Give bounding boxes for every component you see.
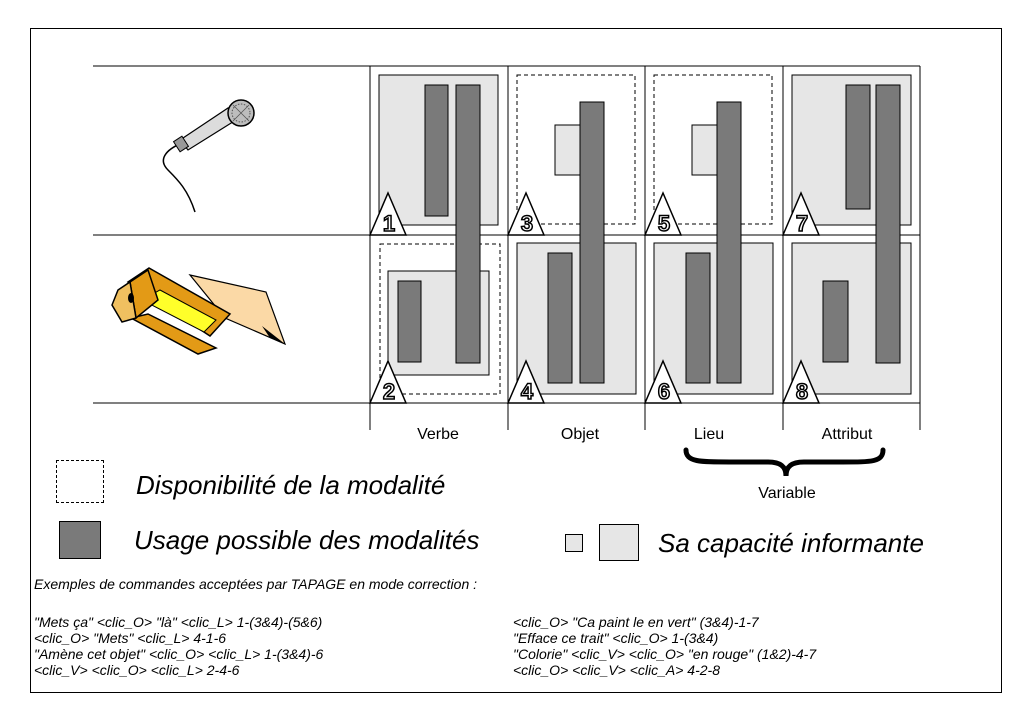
usage-bar-gesture-attribut <box>823 281 848 362</box>
legend-capacity-label: Sa capacité informante <box>658 528 924 558</box>
pencil-icon <box>112 268 285 354</box>
column-label-lieu: Lieu <box>693 426 725 443</box>
cell-number-8: 8 <box>795 379 809 404</box>
example-command: <clic_O> "Mets" <clic_L> 4-1-6 <box>34 630 227 646</box>
example-command: "Colorie" <clic_V> <clic_O> "en rouge" (1&2)-4-7 <box>513 646 817 662</box>
legend-availability-label: Disponibilité de la modalité <box>136 470 446 500</box>
usage-bar-verbe-tall <box>456 85 480 363</box>
capacity-box-cell-3 <box>555 125 582 175</box>
cell-number-2: 2 <box>382 379 396 404</box>
cell-marker-5 <box>645 193 681 236</box>
cell-number-7: 7 <box>795 211 809 236</box>
capacity-box-cell-6 <box>654 243 773 394</box>
cell-number-3: 3 <box>520 211 534 236</box>
capacity-box-cell-4 <box>517 243 636 394</box>
variable-label: Variable <box>758 485 816 502</box>
usage-bar-objet-tall <box>580 102 604 383</box>
example-command: "Mets ça" <clic_O> "là" <clic_L> 1-(3&4)-(5&6) <box>34 614 323 630</box>
example-command: <clic_V> <clic_O> <clic_L> 2-4-6 <box>34 662 240 678</box>
usage-bar-lieu-tall <box>717 102 741 383</box>
variable-brace <box>686 450 883 476</box>
cell-number-5: 5 <box>657 211 671 236</box>
example-command: <clic_O> <clic_V> <clic_A> 4-2-8 <box>513 662 720 678</box>
cell-marker-3 <box>508 193 544 236</box>
usage-bar-gesture-objet <box>548 253 572 383</box>
column-label-attribut: Attribut <box>821 426 873 443</box>
capacity-box-cell-5 <box>692 125 717 175</box>
examples-title: Exemples de commandes acceptées par TAPAGE en mode correction : <box>34 576 478 592</box>
legend-usage-swatch <box>59 521 101 559</box>
example-command: "Efface ce trait" <clic_O> 1-(3&4) <box>513 630 719 646</box>
examples-right-column <box>513 614 816 678</box>
usage-bar-attribut-tall <box>876 85 900 363</box>
legend-capacity-large-swatch <box>599 524 639 561</box>
column-label-objet: Objet <box>560 426 600 443</box>
cell-number-6: 6 <box>657 379 671 404</box>
legend-capacity-small-swatch <box>565 534 583 552</box>
usage-bar-gesture-lieu <box>686 253 710 383</box>
column-label-verbe: Verbe <box>417 426 459 443</box>
legend-usage-label: Usage possible des modalités <box>134 525 480 555</box>
usage-bar-voice-attribut <box>846 85 870 209</box>
cell-number-4: 4 <box>520 379 534 404</box>
usage-bar-gesture-verbe <box>398 281 421 362</box>
example-command: "Amène cet objet" <clic_O> <clic_L> 1-(3&4)-6 <box>34 646 324 662</box>
microphone-icon <box>163 100 254 212</box>
usage-bar-voice-verbe <box>425 85 448 216</box>
examples-left-column <box>34 614 323 678</box>
cell-number-1: 1 <box>382 211 396 236</box>
example-command: <clic_O> "Ca paint le en vert" (3&4)-1-7 <box>513 614 759 630</box>
legend-availability-swatch <box>56 460 104 503</box>
